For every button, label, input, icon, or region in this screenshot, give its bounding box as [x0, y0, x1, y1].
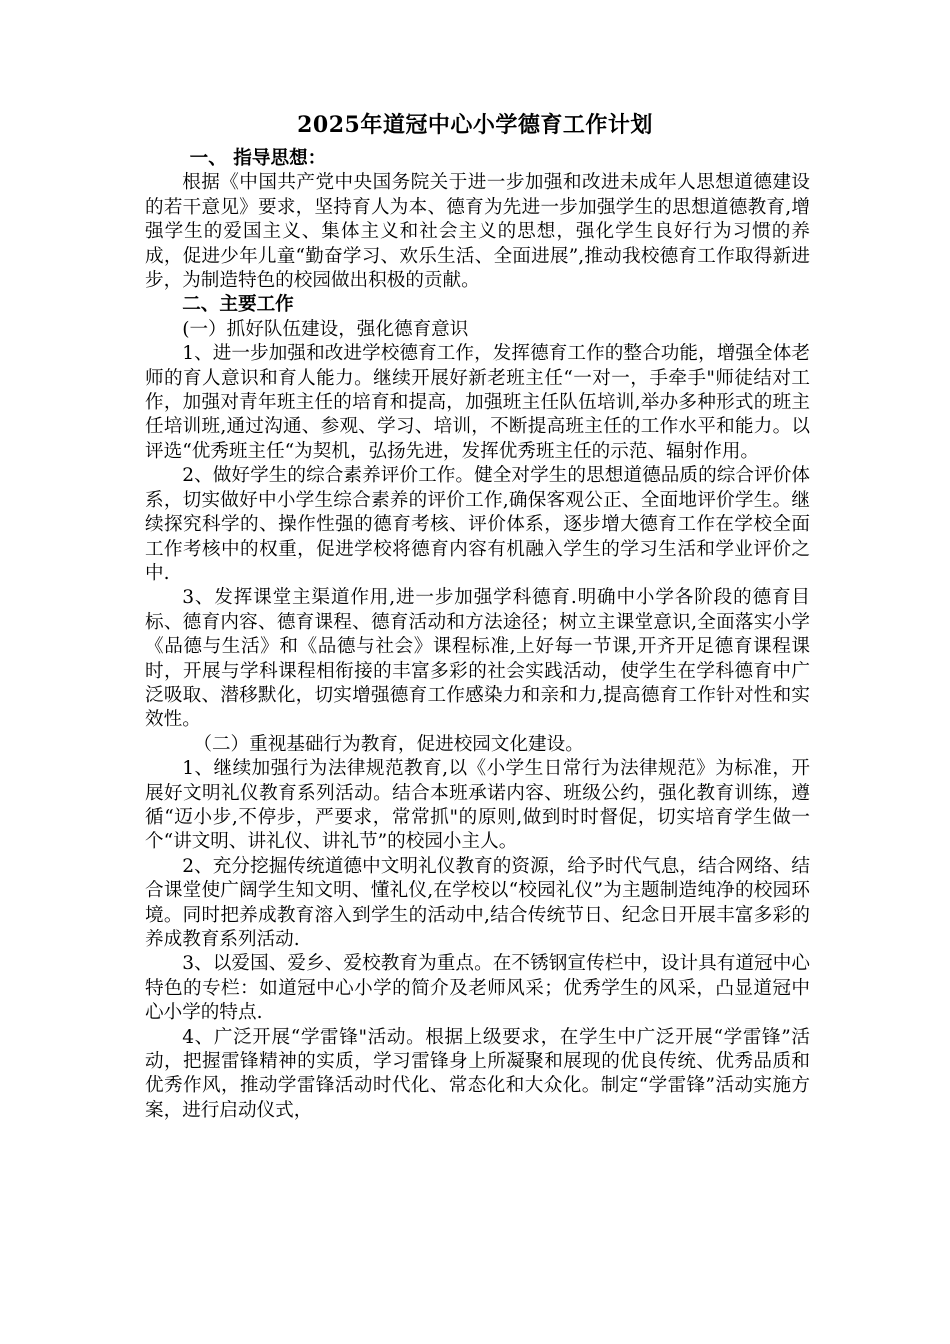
paragraph: 1、继续加强行为法律规范教育,以《小学生日常行为法律规范》为标准，开展好文明礼仪教育系列活动。结合本班承诺内容、班级公约，强化教育训练，遵循“迈小步,不停步，严要求，常常抓"的原则,做到时时督促，切实培育学生做一个“讲文明、讲礼仪、讲礼节”的校园小主人。	[145, 758, 810, 853]
section-heading-main-work: 二、主要工作	[182, 294, 294, 316]
paragraph: 3、以爱国、爱乡、爱校教育为重点。在不锈钢宣传栏中，设计具有道冠中心特色的专栏：如道冠中心小学的简介及老师风采；优秀学生的风采，凸显道冠中心小学的特点.	[145, 953, 810, 1024]
paragraph: 根据《中国共产党中央国务院关于进一步加强和改进未成年人思想道德建设的若干意见》要求，坚持育人为本、德育为先进一步加强学生的思想道德教育,增强学生的爱国主义、集体主义和社会主义的思想，强化学生良好行为习惯的养成，促进少年儿童“勤奋学习、欢乐生活、全面进展”,推动我校德育工作取得新进步，为制造特色的校园做出积极的贡献。	[145, 172, 810, 292]
paragraph: 1、进一步加强和改进学校德育工作，发挥德育工作的整合功能，增强全体老师的育人意识和育人能力。继续开展好新老班主任“一对一，手牵手"师徒结对工作，加强对青年班主任的培育和提高，加强班主任队伍培训,举办多种形式的班主任培训班,通过沟通、参观、学习、培训，不断提高班主任的工作水平和能力。以评选“优秀班主任“为契机，弘扬先进，发挥优秀班主任的示范、辐射作用。	[145, 343, 810, 462]
document-title: 2025年道冠中心小学德育工作计划	[297, 112, 653, 138]
paragraph: 2、充分挖掘传统道德中文明礼仪教育的资源，给予时代气息，结合网络、结合课堂使广阔学生知文明、懂礼仪,在学校以“校园礼仪”为主题制造纯净的校园环境。同时把养成教育溶入到学生的活动中,结合传统节日、纪念日开展丰富多彩的养成教育系列活动.	[145, 855, 810, 950]
paragraph: 4、广泛开展“学雷锋"活动。根据上级要求，在学生中广泛开展“学雷锋”活动，把握雷锋精神的实质，学习雷锋身上所凝聚和展现的优良传统、优秀品质和优秀作风，推动学雷锋活动时代化、常态化和大众化。制定“学雷锋”活动实施方案，进行启动仪式，	[145, 1026, 810, 1121]
paragraph: 3、发挥课堂主渠道作用,进一步加强学科德育.明确中小学各阶段的德育目标、德育内容、德育课程、德育活动和方法途径；树立主课堂意识,全面落实小学《品德与生活》和《品德与社会》课程标准,上好每一节课,开齐开足德育课程课时，开展与学科课程相衔接的丰富多彩的社会实践活动，使学生在学科德育中广泛吸取、潜移默化，切实增强德育工作感染力和亲和力,提高德育工作针对性和实效性。	[145, 587, 810, 731]
subsection-heading-team-building: (一）抓好队伍建设，强化德育意识	[182, 318, 469, 340]
subsection-heading-behavior-education: （二）重视基础行为教育，促进校园文化建设。	[193, 733, 584, 755]
document-body	[145, 147, 810, 1123]
paragraph: 2、做好学生的综合素养评价工作。健全对学生的思想道德品质的综合评价体系，切实做好中小学生综合素养的评价工作,确保客观公正、全面地评价学生。继续探究科学的、操作性强的德育考核、评价体系，逐步增大德育工作在学校全面工作考核中的权重，促进学校将德育内容有机融入学生的学习生活和学业评价之中.	[145, 465, 810, 584]
section-heading-guiding-thought: 一、 指导思想：	[189, 148, 327, 169]
